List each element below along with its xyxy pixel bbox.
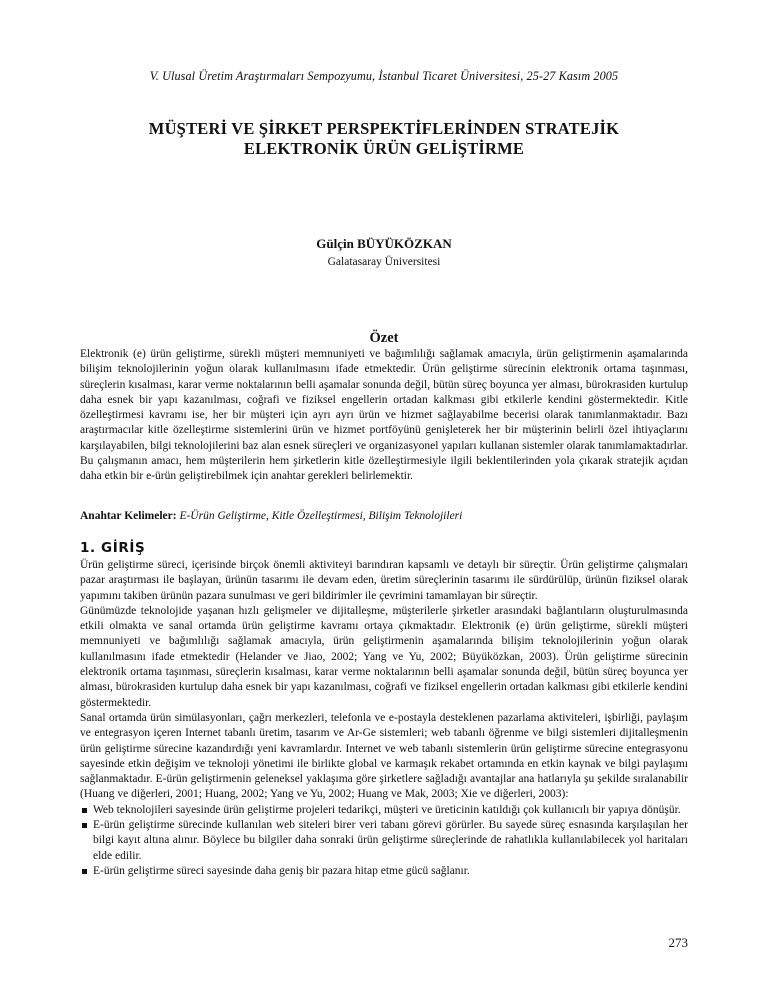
- bullet-item: [80, 803, 688, 818]
- keywords-value: E-Ürün Geliştirme, Kitle Özelleştirmesi, Bilişim Teknolojileri: [179, 510, 463, 522]
- abstract-text: Elektronik (e) ürün geliştirme, sürekli müşteri memnuniyeti ve bağımlılığı sağlamak amacıyla, ürün geliştirmenin aşamalarında bilişim teknolojilerinin yoğun olarak kullanılmasını ifade etmektedir. Ürün geliştirme sürecinin elektronik ortama taşınması, süreçlerin kısalması, karar verme noktalarının belli aşamalar sonunda değil, bütün süreç boyunca yer alması, bürokrasiden kurtulup daha esnek bir yapı kazanılması, coğrafi ve fiziksel engellerin ortadan kalkması gibi etkilerle kendini göstermektedir. Kitle özelleştirmesi kavramı ise, her bir müşteri için ayrı ayrı ürün ve hizmet sağlayabilme becerisi olarak tanımlanmaktadır. Bazı araştırmacılar kitle özelleştirme sistemlerini ürün ve hizmet portföyünü genişleterek her bir müşterinin belirli özel ihtiyaçlarını karşılayabilen, bilgi teknolojilerini baz alan esnek süreçleri ve organizasyonel yapıları kullanan sistemler olarak tanımlamaktadırlar. Bu çalışmanın amacı, hem müşterilerin hem şirketlerin kitle özelleştirmesiyle ilgili beklentilerinden yola çıkarak stratejik açıdan daha etkin bir e-ürün geliştirebilmek için anahtar gerekleri belirlemektir.: [80, 348, 688, 483]
- title-line-2: ELEKTRONİK ÜRÜN GELİŞTİRME: [243, 139, 525, 158]
- square-bullet-icon: [82, 808, 87, 813]
- paragraph-1: Ürün geliştirme süreci, içerisinde birçok önemli aktiviteyi barındıran kapsamlı ve detaylı bir süreçtir. Ürün geliştirme çalışmaları pazar araştırması ile başlayan, ürünün tasarımı ile devam eden, üretim süreçlerinin tasarımı ile sürdürülüp, ürünün fiziksel olarak yapımını takiben ürünün pazara sunulması ve geri bildirimler ile çevrimini tamamlayan bir süreçtir.: [80, 559, 688, 602]
- bullet-text: E-ürün geliştirme sürecinde kullanılan web siteleri birer veri tabanı görevi görürler. Bu sayede süreç esnasında karşılaşılan her bilgi kayıt altına alınır. Böylece bu bilgiler daha sonraki ürün geliştirme süreçlerinde de rahatlıkla kullanılabilecek yol haritaları elde edilir.: [93, 819, 688, 862]
- section-body: [80, 558, 688, 879]
- bullet-text: Web teknolojileri sayesinde ürün geliştirme projeleri tedarikçi, müşteri ve üreticinin katıldığı çok kullanıcılı bir yapıya dönüşür.: [93, 803, 681, 816]
- author-affiliation: Galatasaray Üniversitesi: [327, 256, 441, 268]
- bullet-item: [80, 864, 688, 879]
- keywords-label: Anahtar Kelimeler:: [80, 510, 177, 522]
- author-name: Gülçin BÜYÜKÖZKAN: [316, 236, 452, 251]
- paragraph-2: Günümüzde teknolojide yaşanan hızlı gelişmeler ve dijitalleşme, müşterilerle şirketler arasındaki bağlantıların oluşturulmasında etkili olmakta ve sanal ortamda ürün geliştirme kavramı ortaya çıkmaktadır. Elektronik (e) ürün geliştirme, sürekli müşteri memnuniyeti ve bağımlılığı sağlamak amacıyla, ürün geliştirmenin aşamalarında bilişim teknolojilerinin yoğun olarak kullanılmasını ifade etmektedir (Helander ve Jiao, 2002; Yang ve Yu, 2002; Büyüközkan, 2003). Ürün geliştirme sürecinin elektronik ortama taşınması, süreçlerin kısalması, karar verme noktalarının belli aşamalar sonunda değil, bütün süreç boyunca yer alması, bürokrasiden kurtulup daha esnek bir yapı kazanılması, coğrafi ve fiziksel engellerin ortadan kalkması gibi etkilerle kendini göstermektedir.: [80, 604, 688, 709]
- page-number: 273: [668, 935, 688, 950]
- section-heading: 1. GİRİŞ: [80, 540, 146, 556]
- bullet-text: E-ürün geliştirme süreci sayesinde daha geniş bir pazara hitap etme gücü sağlanır.: [93, 864, 470, 877]
- keywords: [80, 510, 688, 522]
- abstract-heading: Özet: [369, 330, 399, 346]
- running-head: V. Ulusal Üretim Araştırmaları Sempozyumu, İstanbul Ticaret Üniversitesi, 25-27 Kasım 2005: [149, 69, 619, 83]
- paragraph-3: Sanal ortamda ürün simülasyonları, çağrı merkezleri, telefonla ve e-postayla desteklenen pazarlama aktiviteleri, işbirliği, paylaşım ve entegrasyon içeren Internet tabanlı üretim, tasarım ve Ar-Ge sistemleri; web tabanlı öğrenme ve bilgi sistemleri dijitalleşmenin ürün geliştirme sürecine kazandırdığı yeni kavramlardır. Internet ve web tabanlı sistemlerin ürün geliştirme sürecine entegrasyonu sayesinde etkin değişim ve teknoloji yönetimi ile birlikte global ve karmaşık rekabet ortamında en etkin kaynak ve bilgi paylaşımı sağlanmaktadır. E-ürün geliştirmenin geleneksel yaklaşıma göre şirketlere sağladığı avantajlar ana hatlarıyla şu şekilde sıralanabilir (Huang ve diğerleri, 2001; Huang, 2002; Yang ve Yu, 2002; Huang ve Mak, 2003; Xie ve diğerleri, 2003):: [80, 711, 688, 801]
- paper-title: [80, 119, 688, 159]
- title-line-1: MÜŞTERİ VE ŞİRKET PERSPEKTİFLERİNDEN STRATEJİK: [148, 119, 620, 138]
- square-bullet-icon: [82, 869, 87, 874]
- bullet-item: [80, 818, 688, 864]
- square-bullet-icon: [82, 823, 87, 828]
